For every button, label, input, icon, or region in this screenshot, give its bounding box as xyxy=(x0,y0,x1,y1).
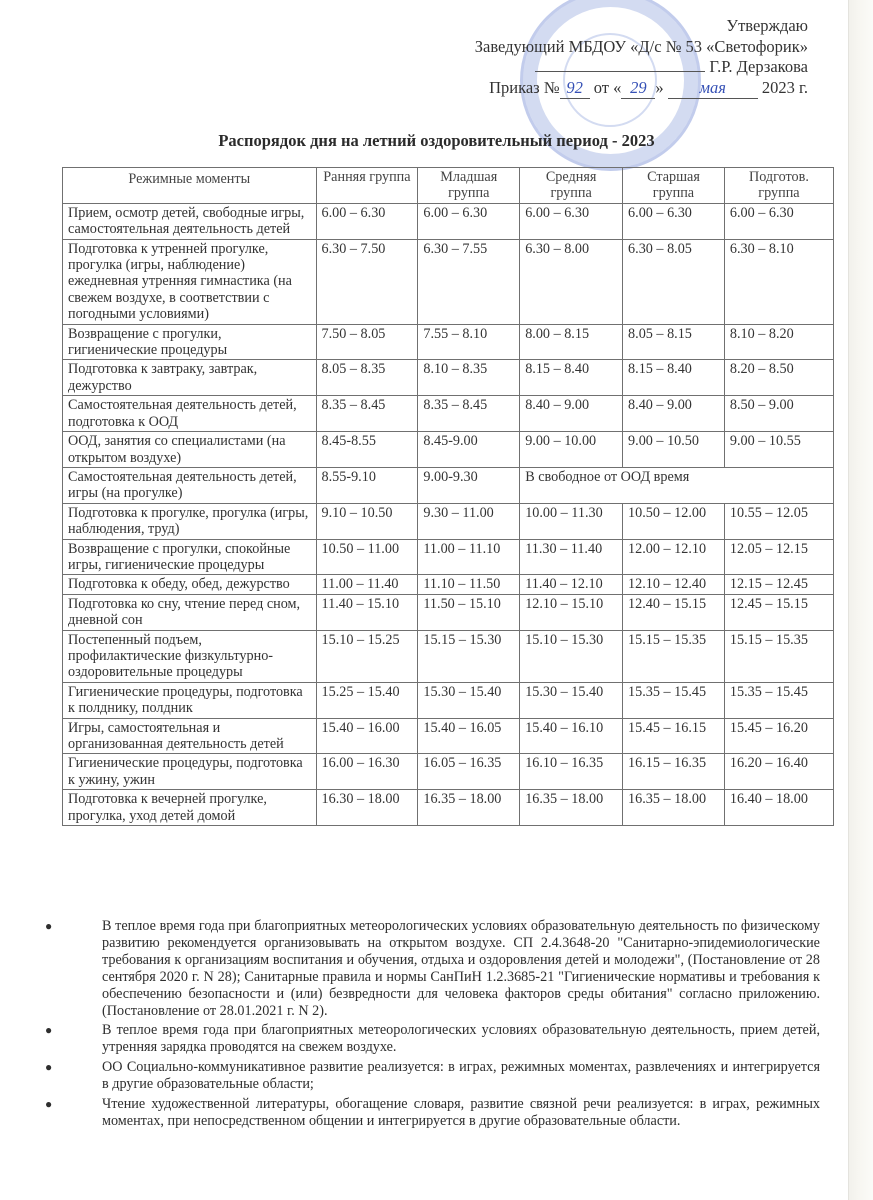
table-row xyxy=(63,790,834,826)
approval-position: Заведующий МБДОУ «Д/с № 53 «Светофорик» xyxy=(474,36,808,56)
time-cell: 8.10 – 8.20 xyxy=(724,324,833,360)
time-cell: 16.00 – 16.30 xyxy=(316,754,418,790)
activity-cell: Постепенный подъем, профилактические физкультурно-оздоровительные процедуры xyxy=(63,630,317,682)
time-cell: 6.30 – 7.55 xyxy=(418,239,520,324)
note-item xyxy=(42,1059,820,1093)
time-cell: 6.00 – 6.30 xyxy=(316,203,418,239)
time-cell: 8.15 – 8.40 xyxy=(623,360,725,396)
note-item xyxy=(42,918,820,1019)
table-row xyxy=(63,682,834,718)
activity-cell: Подготовка ко сну, чтение перед сном, дневной сон xyxy=(63,594,317,630)
time-cell: 9.00 – 10.50 xyxy=(623,432,725,468)
time-cell: 12.40 – 15.15 xyxy=(623,594,725,630)
table-row xyxy=(63,467,834,503)
note-item xyxy=(42,1096,820,1130)
header-activity: Режимные моменты xyxy=(63,168,317,204)
bullet-icon: ● xyxy=(45,919,53,933)
time-cell: 11.00 – 11.10 xyxy=(418,539,520,575)
time-cell: 15.25 – 15.40 xyxy=(316,682,418,718)
activity-cell: Прием, осмотр детей, свободные игры, самостоятельная деятельность детей xyxy=(63,203,317,239)
approval-signatory xyxy=(475,57,808,78)
time-cell: 11.40 – 15.10 xyxy=(316,594,418,630)
time-cell: 8.45-9.00 xyxy=(418,432,520,468)
activity-cell: Возвращение с прогулки, спокойные игры, гигиенические процедуры xyxy=(63,539,317,575)
page-edge xyxy=(848,0,873,1200)
order-prefix: Приказ № xyxy=(489,77,560,97)
time-cell: 11.00 – 11.40 xyxy=(316,575,418,594)
time-cell: 9.00-9.30 xyxy=(418,467,520,503)
signatory-name: Г.Р. Дерзакова xyxy=(709,57,808,76)
activity-cell: Самостоятельная деятельность детей, подготовка к ООД xyxy=(63,396,317,432)
time-cell: 16.35 – 18.00 xyxy=(623,790,725,826)
bullet-icon: ● xyxy=(45,1023,53,1038)
activity-cell: Подготовка к утренней прогулке, прогулка (игры, наблюдение) ежедневная утренняя гимнастика (на свежем воздухе, в соответствии с погодными условиями) xyxy=(63,239,317,324)
time-cell: 8.20 – 8.50 xyxy=(724,360,833,396)
time-cell: 12.15 – 12.45 xyxy=(724,575,833,594)
time-cell: 8.35 – 8.45 xyxy=(418,396,520,432)
time-cell: 15.15 – 15.35 xyxy=(724,630,833,682)
time-cell: 8.40 – 9.00 xyxy=(520,396,623,432)
time-cell: 15.35 – 15.45 xyxy=(724,682,833,718)
activity-cell: Возвращение с прогулки, гигиенические процедуры xyxy=(63,324,317,360)
time-cell: 8.35 – 8.45 xyxy=(316,396,418,432)
activity-cell: Подготовка к завтраку, завтрак, дежурство xyxy=(63,360,317,396)
time-cell: 8.05 – 8.15 xyxy=(623,324,725,360)
time-cell: 15.10 – 15.25 xyxy=(316,630,418,682)
time-cell: 15.40 – 16.05 xyxy=(418,718,520,754)
activity-cell: Подготовка к обеду, обед, дежурство xyxy=(63,575,317,594)
time-cell: 10.50 – 12.00 xyxy=(623,503,725,539)
approval-block xyxy=(475,16,808,99)
table-row xyxy=(63,503,834,539)
time-cell: 15.15 – 15.35 xyxy=(623,630,725,682)
order-number: 92 xyxy=(560,78,590,100)
table-row xyxy=(63,539,834,575)
time-cell: 8.10 – 8.35 xyxy=(418,360,520,396)
activity-cell: Подготовка к прогулке, прогулка (игры, наблюдения, труд) xyxy=(63,503,317,539)
time-cell: 15.15 – 15.30 xyxy=(418,630,520,682)
time-cell: 12.45 – 15.15 xyxy=(724,594,833,630)
activity-cell: Подготовка к вечерней прогулке, прогулка, уход детей домой xyxy=(63,790,317,826)
time-cell: 11.40 – 12.10 xyxy=(520,575,623,594)
order-from: от « xyxy=(593,77,622,97)
time-cell: 16.30 – 18.00 xyxy=(316,790,418,826)
time-cell: 10.55 – 12.05 xyxy=(724,503,833,539)
table-row xyxy=(63,594,834,630)
table-row xyxy=(63,432,834,468)
order-day: 29 xyxy=(621,78,655,100)
time-cell: 8.00 – 8.15 xyxy=(520,324,623,360)
activity-cell: ООД, занятия со специалистами (на открытом воздухе) xyxy=(63,432,317,468)
bullet-icon: ● xyxy=(45,1097,53,1112)
time-cell: 8.55-9.10 xyxy=(316,467,418,503)
time-cell: 12.00 – 12.10 xyxy=(623,539,725,575)
table-row xyxy=(63,754,834,790)
signature-line xyxy=(535,57,705,72)
time-cell: 6.30 – 7.50 xyxy=(316,239,418,324)
header-junior-group: Младшая группа xyxy=(418,168,520,204)
time-cell: 11.10 – 11.50 xyxy=(418,575,520,594)
header-senior-group: Старшая группа xyxy=(623,168,725,204)
activity-cell: Гигиенические процедуры, подготовка к ужину, ужин xyxy=(63,754,317,790)
time-cell: 7.55 – 8.10 xyxy=(418,324,520,360)
time-cell: 9.10 – 10.50 xyxy=(316,503,418,539)
time-cell: 8.40 – 9.00 xyxy=(623,396,725,432)
table-row xyxy=(63,324,834,360)
time-cell: 6.00 – 6.30 xyxy=(724,203,833,239)
order-month: мая xyxy=(668,78,758,100)
approval-order xyxy=(475,78,808,100)
table-row xyxy=(63,630,834,682)
time-cell: 7.50 – 8.05 xyxy=(316,324,418,360)
activity-cell: Игры, самостоятельная и организованная деятельность детей xyxy=(63,718,317,754)
time-cell: 8.45-8.55 xyxy=(316,432,418,468)
time-cell: 6.30 – 8.10 xyxy=(724,239,833,324)
notes-list xyxy=(42,918,820,1133)
time-cell: 9.30 – 11.00 xyxy=(418,503,520,539)
activity-cell: Гигиенические процедуры, подготовка к полднику, полдник xyxy=(63,682,317,718)
time-cell: 6.30 – 8.00 xyxy=(520,239,623,324)
note-item xyxy=(42,1022,820,1056)
time-cell: 16.10 – 16.35 xyxy=(520,754,623,790)
order-close-quote: » xyxy=(655,77,664,97)
order-year: 2023 г. xyxy=(761,77,808,97)
time-cell: 6.30 – 8.05 xyxy=(623,239,725,324)
time-cell: 6.00 – 6.30 xyxy=(418,203,520,239)
time-cell: 15.35 – 15.45 xyxy=(623,682,725,718)
time-cell: 16.15 – 16.35 xyxy=(623,754,725,790)
time-cell: 15.10 – 15.30 xyxy=(520,630,623,682)
time-cell: 15.30 – 15.40 xyxy=(418,682,520,718)
time-cell: 8.50 – 9.00 xyxy=(724,396,833,432)
document-title: Распорядок дня на летний оздоровительный период - 2023 xyxy=(218,131,655,150)
header-prep-group: Подготов. группа xyxy=(724,168,833,204)
time-cell: 15.30 – 15.40 xyxy=(520,682,623,718)
header-middle-group: Средняя группа xyxy=(520,168,623,204)
time-cell: 11.30 – 11.40 xyxy=(520,539,623,575)
time-cell: 15.45 – 16.15 xyxy=(623,718,725,754)
table-row xyxy=(63,575,834,594)
bullet-icon: ● xyxy=(45,1060,53,1075)
note-text: Чтение художественной литературы, обогащение словаря, развитие связной речи реализуется: в играх, режимных моментах, при непосредственном общении и интегрируется в другие образовательные области. xyxy=(102,1096,820,1129)
time-cell: 10.50 – 11.00 xyxy=(316,539,418,575)
table-row xyxy=(63,396,834,432)
time-cell: 8.15 – 8.40 xyxy=(520,360,623,396)
header-early-group: Ранняя группа xyxy=(316,168,418,204)
time-cell: 11.50 – 15.10 xyxy=(418,594,520,630)
note-text: В теплое время года при благоприятных метеорологических условиях образовательную деятельность, прием детей, утренняя зарядка проводятся на свежем воздухе. xyxy=(102,1022,820,1056)
time-cell: 16.35 – 18.00 xyxy=(520,790,623,826)
time-cell: 15.45 – 16.20 xyxy=(724,718,833,754)
time-cell: 16.35 – 18.00 xyxy=(418,790,520,826)
note-text: В теплое время года при благоприятных метеорологических условиях образовательную деятельность по физическому развитию рекомендуется организовывать на открытом воздухе. СП 2.4.3648-20 "Санитарно-эпидемиологические требования к организациям воспитания и обучения, отдыха и оздоровления детей и молодежи", (Постановление от 28 сентября 2020 г. N 28); Санитарные правила и нормы СанПиН 1.2.3685-21 "Гигиенические нормативы и требования к обеспечению безопасности и (или) безвредности для человека факторов среды обитания" согласно приложению. (Постановление от 28.01.2021 г. N 2). xyxy=(102,918,820,1019)
time-cell: 9.00 – 10.55 xyxy=(724,432,833,468)
table-row xyxy=(63,360,834,396)
time-cell: 16.40 – 18.00 xyxy=(724,790,833,826)
time-cell: 16.05 – 16.35 xyxy=(418,754,520,790)
time-cell: 6.00 – 6.30 xyxy=(520,203,623,239)
table-row xyxy=(63,718,834,754)
note-text: ОО Социально-коммуникативное развитие реализуется: в играх, режимных моментах, развлечениях и интегрируется в другие образовательные области; xyxy=(102,1059,820,1093)
time-cell: 12.05 – 12.15 xyxy=(724,539,833,575)
activity-cell: Самостоятельная деятельность детей, игры (на прогулке) xyxy=(63,467,317,503)
time-cell: 16.20 – 16.40 xyxy=(724,754,833,790)
time-cell: 6.00 – 6.30 xyxy=(623,203,725,239)
merged-time-cell: В свободное от ООД время xyxy=(520,467,834,503)
table-row xyxy=(63,203,834,239)
schedule-table xyxy=(62,167,834,826)
table-row xyxy=(63,239,834,324)
time-cell: 15.40 – 16.10 xyxy=(520,718,623,754)
time-cell: 9.00 – 10.00 xyxy=(520,432,623,468)
time-cell: 15.40 – 16.00 xyxy=(316,718,418,754)
approval-heading: Утверждаю xyxy=(726,16,808,35)
time-cell: 10.00 – 11.30 xyxy=(520,503,623,539)
time-cell: 12.10 – 12.40 xyxy=(623,575,725,594)
time-cell: 8.05 – 8.35 xyxy=(316,360,418,396)
table-header-row xyxy=(63,168,834,204)
time-cell: 12.10 – 15.10 xyxy=(520,594,623,630)
